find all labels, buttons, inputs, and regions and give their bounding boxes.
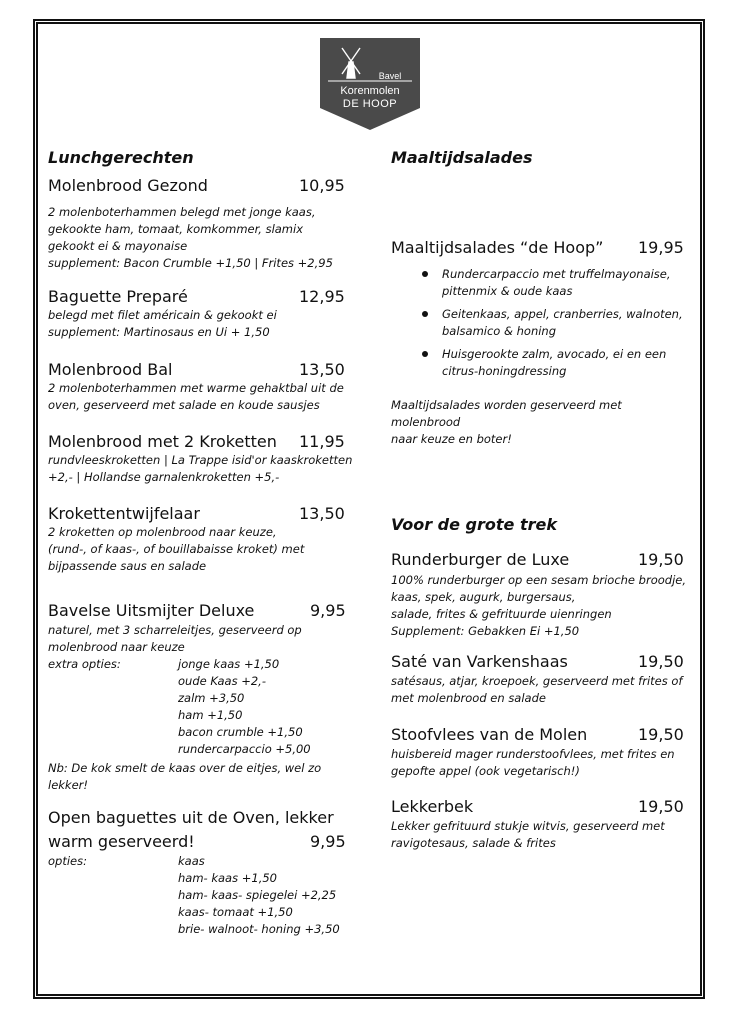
item-price: 19,50 <box>638 725 684 744</box>
item-name: Baguette Preparé <box>48 287 188 306</box>
option-item: ham +1,50 <box>178 708 243 722</box>
option-item: brie- walnoot- honing +3,50 <box>178 922 340 936</box>
item-price: 9,95 <box>310 601 346 620</box>
item-description: 2 molenboterhammen met warme gehaktbal uit de oven, geserveerd met salade en koude sausjes <box>48 381 344 412</box>
item-price: 19,50 <box>638 652 684 671</box>
item-name: Molenbrood met 2 Kroketten <box>48 432 277 451</box>
item-description: 2 kroketten op molenbrood naar keuze, (rund-, of kaas-, of bouillabaisse kroket) met bijpassende saus en salade <box>48 525 305 573</box>
item-name: Maaltijdsalades “de Hoop” <box>391 238 604 257</box>
item-name: Runderburger de Luxe <box>391 550 570 569</box>
list-item <box>416 306 686 340</box>
item-description: huisbereid mager runderstoofvlees, met frites en gepofte appel (ook vegetarisch!) <box>391 747 675 778</box>
item-name: Molenbrood Bal <box>48 360 173 379</box>
option-item: rundercarpaccio +5,00 <box>178 742 311 756</box>
list-item <box>416 346 686 380</box>
item-description: 2 molenboterhammen belegd met jonge kaas, gekookte ham, tomaat, komkommer, slamix gekookt ei & mayonaise supplement: Bacon Crumble +1,50 | Frites +2,95 <box>48 205 333 270</box>
item-description: 100% runderburger op een sesam brioche broodje, kaas, spek, augurk, burgersaus, salade, frites & gefrituurde uienringen Supplement: Gebakken Ei +1,50 <box>391 573 686 638</box>
logo-shield-icon <box>320 38 420 130</box>
option-item: ham- kaas +1,50 <box>178 871 277 885</box>
salade-options-list <box>416 266 686 386</box>
item-note: Nb: De kok smelt de kaas over de eitjes, wel zo lekker! <box>48 761 322 792</box>
item-price: 19,50 <box>638 797 684 816</box>
item-price: 10,95 <box>299 176 345 195</box>
item-price: 13,50 <box>299 504 345 523</box>
item-price: 13,50 <box>299 360 345 379</box>
item-name: Molenbrood Gezond <box>48 176 208 195</box>
item-description: Lekker gefrituurd stukje witvis, geserveerd met ravigotesaus, salade & frites <box>391 819 665 850</box>
logo-korenmolen-de-hoop <box>320 38 420 130</box>
logo-bavel-text: Bavel <box>378 71 402 81</box>
list-item-text: Rundercarpaccio met truffelmayonaise, pittenmix & oude kaas <box>442 267 671 298</box>
item-name: Bavelse Uitsmijter Deluxe <box>48 601 255 620</box>
options-label: opties: <box>48 854 87 868</box>
section-title-lunchgerechten: Lunchgerechten <box>48 148 194 167</box>
bullet-icon <box>422 351 428 357</box>
item-name-line2: warm geserveerd! <box>48 832 195 851</box>
item-price: 12,95 <box>299 287 345 306</box>
bullet-icon <box>422 311 428 317</box>
item-description: satésaus, atjar, kroepoek, geserveerd met frites of met molenbrood en salade <box>391 674 683 705</box>
option-item: jonge kaas +1,50 <box>178 657 280 671</box>
item-price: 19,50 <box>638 550 684 569</box>
option-item: kaas <box>178 854 205 868</box>
section-title-voor-de-grote-trek: Voor de grote trek <box>391 515 557 534</box>
item-price: 11,95 <box>299 432 345 451</box>
salade-note: Maaltijdsalades worden geserveerd met molenbrood naar keuze en boter! <box>391 398 622 446</box>
item-description: naturel, met 3 scharreleitjes, geserveerd op molenbrood naar keuze <box>48 623 302 654</box>
item-description: belegd met filet américain & gekookt ei supplement: Martinosaus en Ui + 1,50 <box>48 308 277 339</box>
item-name: Lekkerbek <box>391 797 474 816</box>
logo-dehoop-text: DE HOOP <box>342 98 398 110</box>
option-item: bacon crumble +1,50 <box>178 725 303 739</box>
list-item-text: Huisgerookte zalm, avocado, ei en een citrus-honingdressing <box>442 347 667 378</box>
item-name: Stoofvlees van de Molen <box>391 725 588 744</box>
list-item-text: Geitenkaas, appel, cranberries, walnoten, balsamico & honing <box>442 307 683 338</box>
option-item: kaas- tomaat +1,50 <box>178 905 293 919</box>
item-price: 9,95 <box>310 832 346 851</box>
option-item: ham- kaas- spiegelei +2,25 <box>178 888 337 902</box>
section-title-maaltijdsalades: Maaltijdsalades <box>391 148 533 167</box>
option-item: oude Kaas +2,- <box>178 674 266 688</box>
item-description: rundvleeskroketten | La Trappe isid'or kaaskroketten +2,- | Hollandse garnalenkroketten +5,- <box>48 453 353 484</box>
logo-korenmolen-text: Korenmolen <box>340 85 400 97</box>
option-item: zalm +3,50 <box>178 691 245 705</box>
item-name: Open baguettes uit de Oven, lekker <box>48 808 334 827</box>
item-name: Saté van Varkenshaas <box>391 652 568 671</box>
item-price: 19,95 <box>638 238 684 257</box>
options-label: extra opties: <box>48 657 121 671</box>
list-item <box>416 266 686 300</box>
item-name: Krokettentwijfelaar <box>48 504 200 523</box>
bullet-icon <box>422 271 428 277</box>
